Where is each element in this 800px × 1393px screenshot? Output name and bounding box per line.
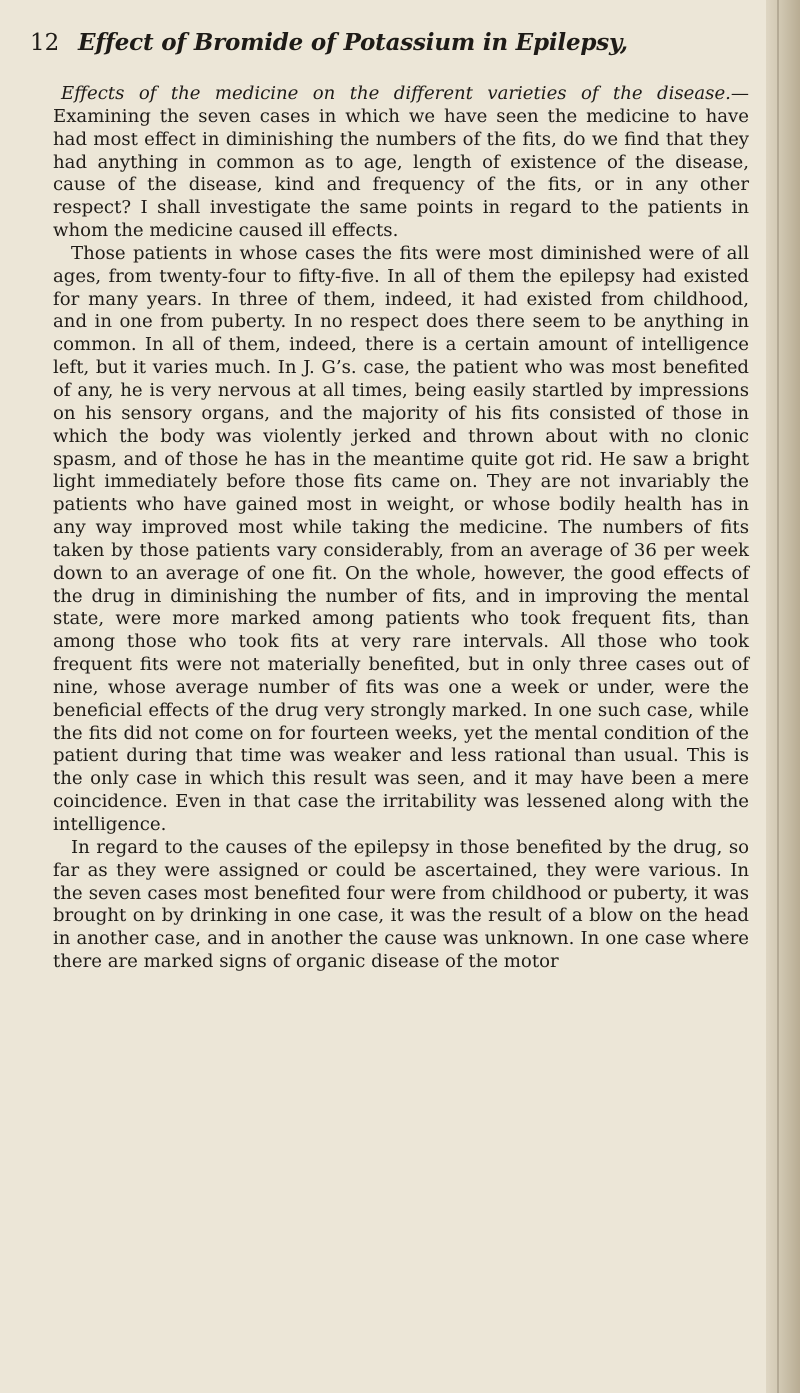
paragraph-3: In regard to the causes of the epilepsy in those benefited by the drug, so far as they were assigned or could be ascertained, they were various. In the seven cases most benefited four were from childhood or puberty, it was brought on by drinking in one case, it was the result of a blow on the head in another case, and in another the cause was unknown. In one case where there are marked signs of organic disease of the motor	[53, 836, 749, 973]
body-text	[53, 83, 749, 974]
paragraph-1-text: —Examining the seven cases in which we have seen the medicine to have had most effect in diminishing the numbers of the fits, do we find that they had anything in common as to age, length of existence of the disease, cause of the disease, kind and frequency of the fits, or in any other respect? I shall investigate the same points in regard to the patients in whom the medicine caused ill effects.	[53, 83, 749, 242]
binding-line	[777, 0, 779, 1393]
paragraph-1	[53, 83, 749, 243]
running-title: Effect of Bromide of Potassium in Epilepsy,	[78, 29, 628, 56]
page-number: 12	[30, 30, 60, 56]
paragraph-2: Those patients in whose cases the fits were most diminished were of all ages, from twenty-four to fifty-five. In all of them the epilepsy had existed for many years. In three of them, indeed, it had existed from childhood, and in one from puberty. In no respect does there seem to be anything in common. In all of them, indeed, there is a certain amount of intelligence left, but it varies much. In J. G’s. case, the patient who was most benefited of any, he is very nervous at all times, being easily startled by impressions on his sensory organs, and the majority of his fits consisted of those in which the body was violently jerked and thrown about with no clonic spasm, and of those he has in the meantime quite got rid. He saw a bright light immediately before those fits came on. They are not invariably the patients who have gained most in weight, or whose bodily health has in any way improved most while taking the medicine. The numbers of fits taken by those patients vary considerably, from an average of 36 per week down to an average of one fit. On the whole, however, the good effects of the drug in diminishing the number of fits, and in improving the mental state, were more marked among patients who took frequent fits, than among those who took fits at very rare intervals. All those who took frequent fits were not materially benefited, but in only three cases out of nine, whose average number of fits was one a week or under, were the beneficial effects of the drug very strongly marked. In one such case, while the fits did not come on for fourteen weeks, yet the mental condition of the patient during that time was weaker and less rational than usual. This is the only case in which this result was seen, and it may have been a mere coincidence. Even in that case the irritability was lessened along with the intelligence.	[53, 242, 749, 835]
running-head	[0, 28, 760, 64]
section-heading: Effects of the medicine on the different varieties of the disease.	[61, 83, 731, 104]
page-edge-shadow	[766, 0, 800, 1393]
